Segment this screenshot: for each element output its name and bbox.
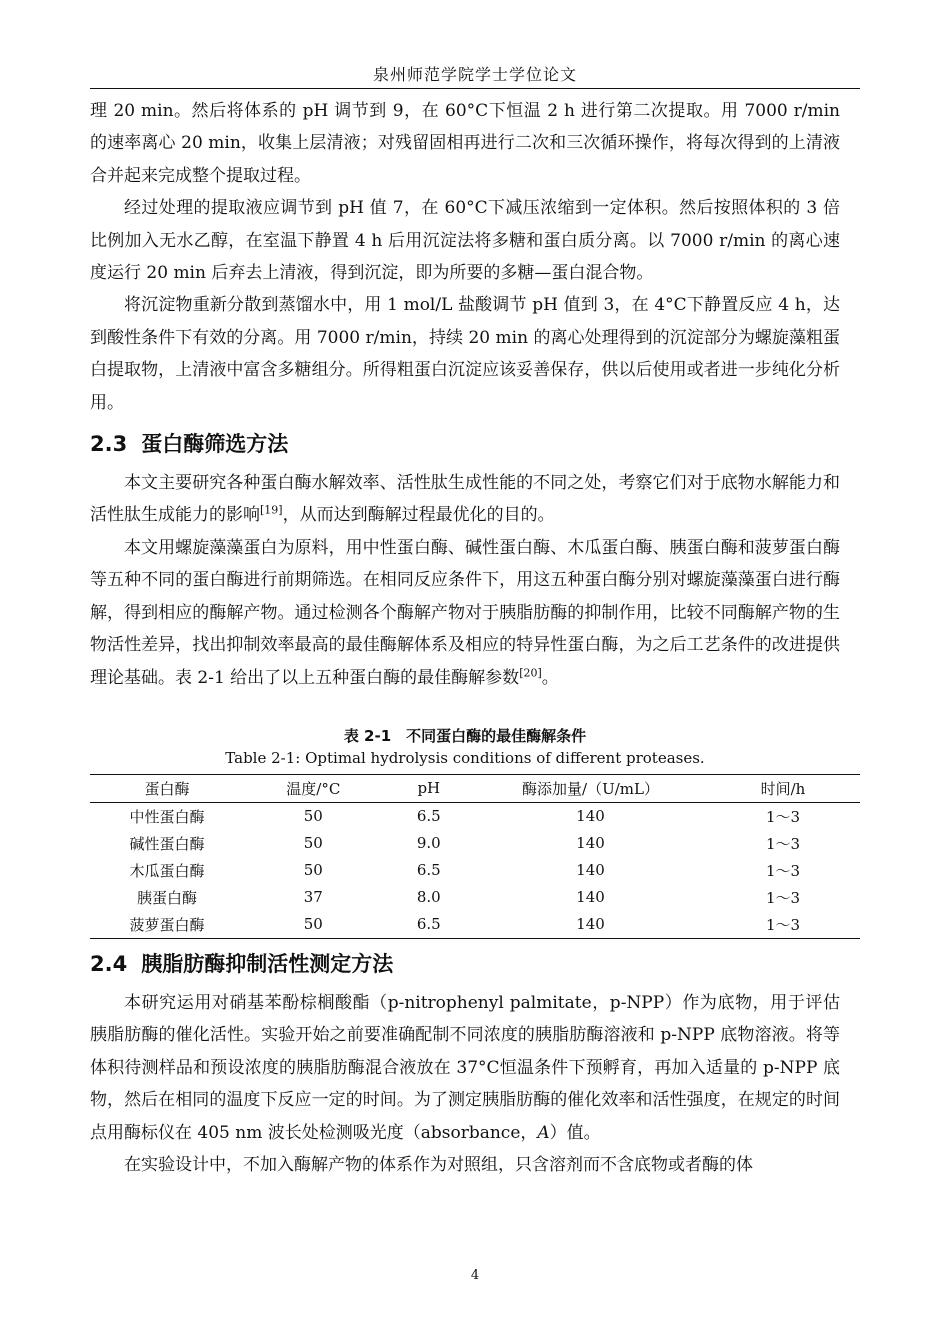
paragraph-control-design: 在实验设计中，不加入酶解产物的体系作为对照组，只含溶剂而不含底物或者酶的体 xyxy=(124,1154,753,1175)
header-enzyme-dose: 酶添加量/（U/mL） xyxy=(522,779,659,798)
table-row xyxy=(90,830,860,857)
cell-enzyme-dose: 140 xyxy=(576,888,605,907)
table-row xyxy=(90,857,860,884)
cell-ph: 6.5 xyxy=(416,861,441,880)
citation-ref: [20] xyxy=(519,665,542,679)
cell-time: 1～3 xyxy=(765,807,801,826)
table-row xyxy=(90,884,860,911)
cell-temperature: 50 xyxy=(303,807,323,826)
paragraph-extraction-2: 经过处理的提取液应调节到 pH 值 7，在 60°C下减压浓缩到一定体积。然后按照体积的 3 倍比例加入无水乙醇，在室温下静置 4 h 后用沉淀法将多糖和蛋白质分离。以 7000 r/min 的离心速度运行 20 min 后弃去上清液，得到沉淀，即为所要的多糖—蛋白混合物。 xyxy=(90,198,840,284)
paragraph-text: ）值。 xyxy=(549,1122,601,1143)
cell-temperature: 50 xyxy=(303,834,323,853)
paragraph-protease-intro xyxy=(90,467,840,532)
cell-protease: 碱性蛋白酶 xyxy=(129,834,205,853)
page-number: 4 xyxy=(470,1268,480,1283)
paragraph-protease-screening xyxy=(90,532,840,694)
cell-ph: 8.0 xyxy=(416,888,441,907)
paragraph-text: 。 xyxy=(541,667,559,688)
paragraph-text: ，从而达到酶解过程最优化的目的。 xyxy=(282,505,555,526)
cell-temperature: 50 xyxy=(303,861,323,880)
header-time: 时间/h xyxy=(760,779,806,798)
table-caption-en: Table 2-1: Optimal hydrolysis conditions of different proteases. xyxy=(225,748,705,767)
section-heading-2-4 xyxy=(90,947,840,981)
cell-time: 1～3 xyxy=(765,888,801,907)
header-temperature: 温度/°C xyxy=(286,779,341,798)
section-title: 胰脂肪酶抑制活性测定方法 xyxy=(141,951,394,976)
page-body xyxy=(90,95,840,1181)
header-ph: pH xyxy=(417,779,441,798)
paragraph-lipase-assay xyxy=(90,987,840,1149)
cell-protease: 中性蛋白酶 xyxy=(129,807,205,826)
cell-temperature: 37 xyxy=(303,888,323,907)
cell-time: 1～3 xyxy=(765,834,801,853)
header-protease: 蛋白酶 xyxy=(144,779,190,798)
cell-time: 1～3 xyxy=(765,861,801,880)
table-row xyxy=(90,911,860,939)
header-rule xyxy=(90,88,860,89)
section-heading-2-3 xyxy=(90,427,840,461)
cell-enzyme-dose: 140 xyxy=(576,861,605,880)
cell-protease: 胰蛋白酶 xyxy=(136,888,197,907)
table-header-row xyxy=(90,774,860,802)
cell-enzyme-dose: 140 xyxy=(576,834,605,853)
cell-protease: 木瓜蛋白酶 xyxy=(129,861,205,880)
citation-ref: [19] xyxy=(260,503,283,517)
section-number: 2.3 xyxy=(90,432,128,457)
cell-enzyme-dose: 140 xyxy=(576,915,605,934)
paragraph-text: 本文主要研究各种蛋白酶水解效率、活性肽生成性能的不同之处，考察它们对于底物水解能力和活性肽生成能力的影响 xyxy=(90,473,840,526)
paragraph-extraction-3: 将沉淀物重新分散到蒸馏水中，用 1 mol/L 盐酸调节 pH 值到 3，在 4°C下静置反应 4 h，达到酸性条件下有效的分离。用 7000 r/min，持续 20 min 的离心处理得到的沉淀部分为螺旋藻粗蛋白提取物，上清液中富含多糖组分。所得粗蛋白沉淀应该妥善保存，供以后使用或者进一步纯化分析用。 xyxy=(90,295,840,413)
paragraph-text: 本研究运用对硝基苯酚棕榈酸酯（p-nitrophenyl palmitate，p-NPP）作为底物，用于评估胰脂肪酶的催化活性。实验开始之前要准确配制不同浓度的胰脂肪酶溶液和 p-NPP 底物溶液。将等体积待测样品和预设浓度的胰脂肪酶混合液放在 37°C恒温条件下预孵育，再加入适量的 p-NPP 底物，然后在相同的温度下反应一定的时间。为了测定胰脂肪酶的催化效率和活性强度，在规定的时间点用酶标仪在 405 nm 波长处检测吸光度（absorbance， xyxy=(90,992,840,1143)
cell-ph: 6.5 xyxy=(416,915,441,934)
table-caption-cn: 表 2-1 不同蛋白酶的最佳酶解条件 xyxy=(343,726,587,745)
section-number: 2.4 xyxy=(90,951,128,976)
hydrolysis-conditions-table xyxy=(90,774,860,939)
absorbance-variable: A xyxy=(537,1122,550,1143)
paragraph-extraction-1: 理 20 min。然后将体系的 pH 调节到 9，在 60°C下恒温 2 h 进行第二次提取。用 7000 r/min 的速率离心 20 min，收集上层清液；对残留固相再进行二次和三次循环操作，将每次得到的上清液合并起来完成整个提取过程。 xyxy=(90,101,840,186)
cell-ph: 9.0 xyxy=(416,834,441,853)
cell-time: 1～3 xyxy=(765,915,801,934)
section-title: 蛋白酶筛选方法 xyxy=(141,432,289,457)
cell-enzyme-dose: 140 xyxy=(576,807,605,826)
cell-ph: 6.5 xyxy=(416,807,441,826)
running-header: 泉州师范学院学士学位论文 xyxy=(372,65,577,84)
table-row xyxy=(90,802,860,830)
cell-protease: 菠萝蛋白酶 xyxy=(129,915,205,934)
cell-temperature: 50 xyxy=(303,915,323,934)
paragraph-text: 本文用螺旋藻藻蛋白为原料，用中性蛋白酶、碱性蛋白酶、木瓜蛋白酶、胰蛋白酶和菠萝蛋白酶等五种不同的蛋白酶进行前期筛选。在相同反应条件下，用这五种蛋白酶分别对螺旋藻藻蛋白进行酶解，得到相应的酶解产物。通过检测各个酶解产物对于胰脂肪酶的抑制作用，比较不同酶解产物的生物活性差异，找出抑制效率最高的最佳酶解体系及相应的特异性蛋白酶，为之后工艺条件的改进提供理论基础。表 2-1 给出了以上五种蛋白酶的最佳酶解参数 xyxy=(90,537,840,688)
